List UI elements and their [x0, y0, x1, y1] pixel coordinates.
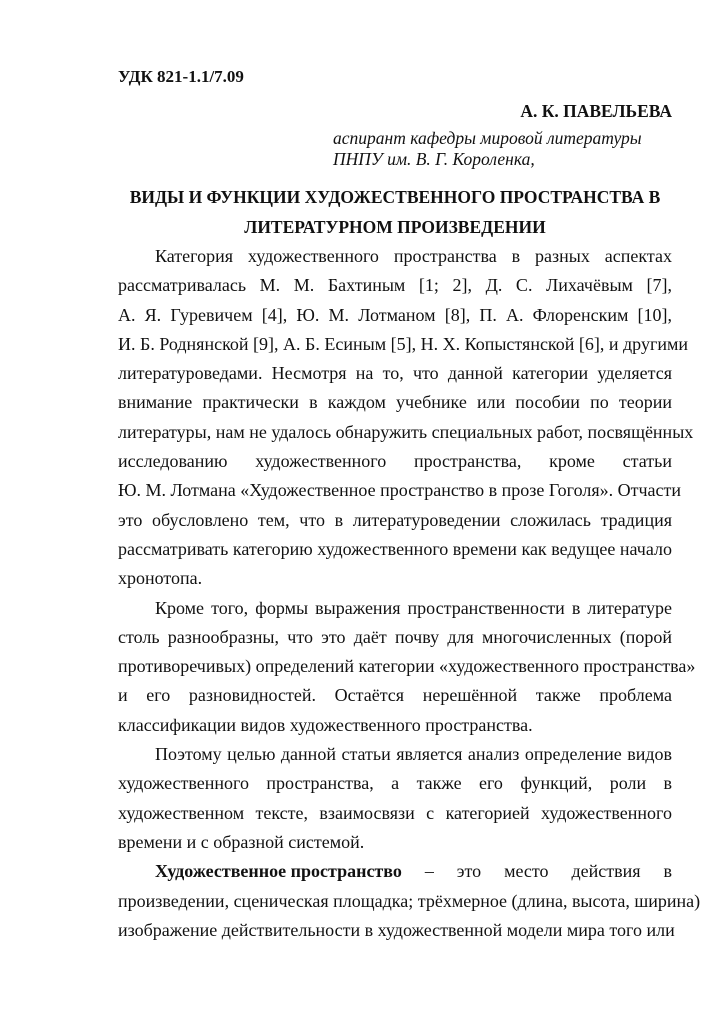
author-affiliation [333, 128, 642, 170]
text-line: противоречивых) определений категории «художественного пространства» [118, 656, 696, 677]
paragraph [118, 857, 701, 945]
text-line: И. Б. Роднянской [9], А. Б. Есиным [5], Н. Х. Копыстянской [6], и другими [118, 333, 688, 354]
word: – [424, 861, 434, 882]
text-line: классификации видов художественного пространства. [118, 714, 533, 735]
word: это [456, 861, 482, 882]
text-line: хронотопа. [118, 568, 203, 589]
text-line: изображение действительности в художественной модели мира того или [118, 919, 675, 940]
text-line: это обусловлено тем, что в литературоведении сложилась традиция [118, 509, 672, 530]
text-line: художественном тексте, взаимосвязи с категорией художественного [118, 802, 672, 823]
word: место [504, 861, 549, 882]
word: действия [571, 861, 641, 882]
udc-code: УДК 821-1.1/7.09 [118, 67, 244, 86]
text-line: и его разновидностей. Остаётся нерешённой также проблема [118, 685, 672, 706]
text-line: внимание практически в каждом учебнике или пособии по теории [118, 392, 672, 413]
affiliation-line: ПНПУ им. В. Г. Короленка, [333, 149, 535, 169]
affiliation-line: аспирант кафедры мировой литературы [333, 128, 642, 148]
text-line: Категория художественного пространства в разных аспектах [155, 246, 672, 266]
text-line: художественного пространства, а также его функций, роли в [118, 773, 672, 794]
text-line: рассматривать категорию художественного времени как ведущее начало [118, 538, 672, 559]
title-line: ЛИТЕРАТУРНОМ ПРОИЗВЕДЕНИИ [244, 217, 546, 237]
word: в [663, 861, 672, 882]
text-line: исследованию художественного пространства, кроме статьи [118, 451, 672, 472]
text-line: Поэтому целью данной статьи является анализ определение видов [155, 744, 672, 765]
text-line: Ю. М. Лотмана «Художественное пространство в прозе Гоголя». Отчасти [118, 480, 682, 501]
text-line: произведении, сценическая площадка; трёхмерное (длина, высота, ширина) [118, 890, 701, 911]
text-line: литературоведами. Несмотря на то, что данной категории уделяется [118, 363, 672, 384]
paragraph [118, 242, 694, 594]
text-line: А. Я. Гуревичем [4], Ю. М. Лотманом [8], П. А. Флоренским [10], [118, 304, 672, 325]
author-name: А. К. ПАВЕЛЬЕВА [520, 101, 672, 121]
title-line: ВИДЫ И ФУНКЦИИ ХУДОЖЕСТВЕННОГО ПРОСТРАНСТВА В [129, 187, 661, 207]
text-line: времени и с образной системой. [118, 831, 365, 852]
article-title [100, 182, 690, 242]
article-body [118, 242, 701, 945]
text-line: Кроме того, формы выражения пространственности в литературе [155, 597, 672, 618]
paragraph [118, 594, 696, 740]
text-line: столь разнообразны, что это даёт почву для многочисленных (порой [118, 626, 672, 647]
bold-term: Художественное пространство [155, 861, 402, 882]
paragraph [118, 740, 672, 857]
text-line: литературы, нам не удалось обнаружить специальных работ, посвящённых [118, 421, 694, 442]
text-line: рассматривалась М. М. Бахтиным [1; 2], Д. С. Лихачёвым [7], [118, 275, 672, 296]
text-line [118, 857, 672, 886]
